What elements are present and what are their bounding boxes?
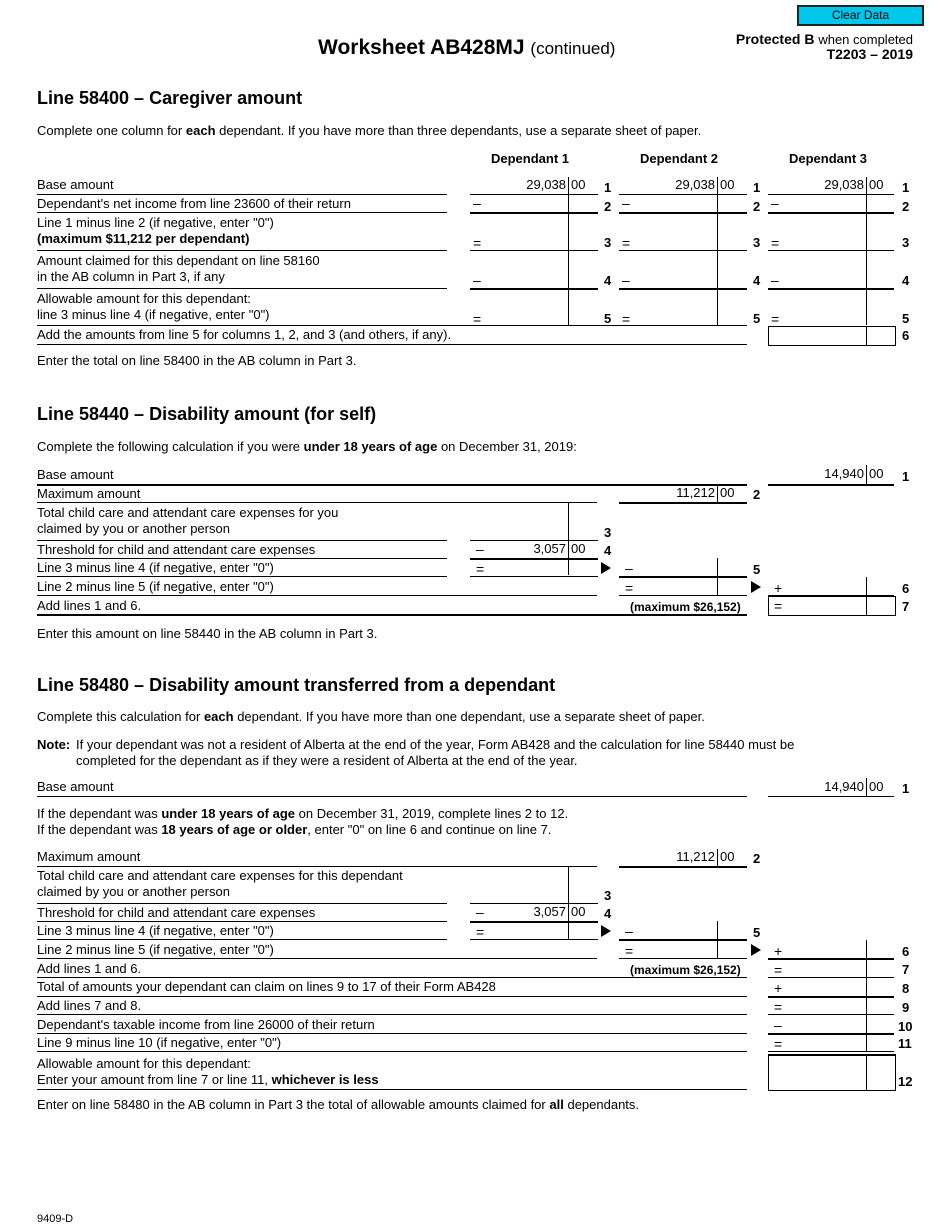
- cents-divider: [866, 778, 867, 796]
- text-bold: 18 years of age or older: [161, 822, 308, 837]
- entry-line: [619, 288, 747, 290]
- line-number: 2: [753, 199, 761, 214]
- text: dependants.: [567, 1097, 640, 1112]
- line-number: 2: [753, 851, 761, 866]
- s3-max-amount: 11,212: [676, 849, 715, 864]
- s3-l9m10-label: Line 9 minus line 10 (if negative, enter "0"): [37, 1035, 282, 1050]
- rule: [37, 1089, 747, 1090]
- label-line: Total child care and attendant care expenses for this dependant: [37, 868, 403, 883]
- s3-childcare-label: [37, 868, 403, 900]
- line-number: 1: [902, 469, 910, 484]
- cents-divider: [717, 177, 718, 325]
- form-number: 9409-D: [37, 1213, 74, 1225]
- label-line: claimed by you or another person: [37, 521, 230, 536]
- cents-divider: [866, 577, 867, 596]
- form-code: T2203 – 2019: [826, 46, 913, 62]
- entry-line: [619, 194, 747, 195]
- rule: [37, 250, 447, 251]
- label-line-bold: (maximum $11,212 per dependant): [37, 231, 250, 246]
- rule: [37, 502, 597, 503]
- section2-intro: [37, 439, 577, 454]
- s3-total-label: Total of amounts your dependant can claim on lines 9 to 17 of their Form AB428: [37, 979, 496, 994]
- rule: [37, 903, 447, 904]
- minus-sign: –: [476, 904, 484, 920]
- s1-base-dep1: 29,038: [526, 177, 566, 192]
- equals-sign: =: [774, 999, 783, 1015]
- rule: [37, 614, 747, 616]
- s3-base-cents: 00: [869, 779, 884, 794]
- entry-line: [470, 212, 598, 214]
- protected-label: [736, 31, 913, 47]
- line-number: 9: [902, 1000, 910, 1015]
- rule: [37, 595, 597, 596]
- s3-base-label: Base amount: [37, 779, 114, 794]
- s2-base-amount: 14,940: [824, 466, 864, 481]
- s3-max-label: Maximum amount: [37, 849, 141, 864]
- entry-line: [619, 502, 747, 504]
- equals-sign: =: [473, 311, 482, 327]
- when-completed: when completed: [818, 32, 913, 47]
- line-number: 1: [902, 781, 910, 796]
- minus-sign: –: [622, 272, 630, 288]
- section3-intro: [37, 709, 705, 724]
- equals-sign: =: [625, 943, 634, 959]
- protected-b: Protected B: [735, 31, 815, 47]
- entry-line: [768, 977, 894, 978]
- line-number: 2: [902, 199, 910, 214]
- clear-data-button[interactable]: Clear Data: [797, 5, 924, 26]
- s3-l3m4-label: Line 3 minus line 4 (if negative, enter "0"): [37, 923, 274, 938]
- s3-max-note: (maximum $26,152): [630, 963, 741, 977]
- s2-total-field[interactable]: [768, 596, 896, 616]
- s1-total-field[interactable]: [768, 326, 896, 346]
- s1-base-dep2-cents: 00: [720, 177, 735, 192]
- line-number: 10: [898, 1019, 913, 1034]
- intro-text: Complete this calculation for: [37, 709, 201, 724]
- line-number: 12: [898, 1074, 913, 1089]
- text: on December 31, 2019, complete lines 2 to 12.: [298, 806, 569, 821]
- line-number: 8: [902, 981, 910, 996]
- page-title: [318, 36, 615, 60]
- intro-bold: each: [203, 709, 234, 724]
- text-bold: all: [549, 1097, 564, 1112]
- plus-sign: +: [774, 943, 783, 959]
- s2-threshold-label: Threshold for child and attendant care expenses: [37, 542, 316, 557]
- s1-base-dep3: 29,038: [824, 177, 864, 192]
- entry-line: [768, 1033, 894, 1035]
- intro-text: dependant. If you have more than three dependants, use a separate sheet of paper.: [219, 123, 702, 138]
- rule: [37, 796, 747, 797]
- entry-line: [768, 796, 894, 797]
- entry-line: [768, 250, 894, 251]
- note-label: Note:: [37, 737, 71, 752]
- line-number: 5: [753, 562, 761, 577]
- s1-net-income-label: Dependant's net income from line 23600 of their return: [37, 196, 351, 211]
- s1-claimed-label: [37, 253, 320, 285]
- entry-line: [768, 194, 894, 195]
- rule: [37, 977, 747, 978]
- line-number: 7: [902, 599, 910, 614]
- line-number: 2: [753, 487, 761, 502]
- s2-max-cents: 00: [720, 485, 735, 500]
- s1-allow-label: [37, 291, 270, 323]
- line-number: 5: [753, 311, 761, 326]
- minus-sign: –: [774, 1017, 782, 1033]
- minus-sign: –: [622, 195, 630, 211]
- intro-bold: each: [185, 123, 216, 138]
- cents-divider: [866, 596, 867, 615]
- s2-max-amount: 11,212: [676, 485, 715, 500]
- line-number: 7: [902, 962, 910, 977]
- rule: [37, 939, 447, 940]
- arrow-icon: [601, 562, 611, 574]
- entry-line: [470, 194, 598, 195]
- line-number: 4: [604, 906, 612, 921]
- label-line: Total child care and attendant care expenses for you: [37, 505, 339, 520]
- rule: [37, 212, 447, 213]
- rule: [37, 996, 747, 997]
- s1-base-label: Base amount: [37, 177, 114, 192]
- cents-divider: [866, 177, 867, 325]
- entry-line: [768, 1051, 894, 1052]
- s3-if-under: [37, 806, 568, 821]
- minus-sign: –: [476, 541, 484, 557]
- plus-sign: +: [774, 580, 783, 596]
- equals-sign: =: [774, 598, 783, 614]
- note-text: If your dependant was not a resident of Alberta at the end of the year, Form AB428 and the calculation for line 58440 must be: [76, 737, 795, 752]
- s2-threshold-cents: 00: [571, 541, 586, 556]
- line-number: 5: [604, 311, 612, 326]
- column-dependant-2: Dependant 2: [640, 151, 719, 166]
- entry-line: [768, 484, 894, 486]
- s3-if-over: [37, 822, 551, 837]
- s3-allowable-field[interactable]: [768, 1054, 896, 1091]
- equals-sign: =: [473, 235, 482, 251]
- line-number: 3: [604, 235, 612, 250]
- minus-sign: –: [771, 272, 779, 288]
- rule: [37, 866, 597, 867]
- entry-line: [768, 212, 894, 214]
- title-rest: (continued): [530, 39, 616, 58]
- s3-base-amount: 14,940: [824, 779, 864, 794]
- minus-sign: –: [625, 560, 633, 576]
- cents-divider: [866, 465, 867, 485]
- minus-sign: –: [625, 923, 633, 939]
- arrow-icon: [601, 925, 611, 937]
- label-line: line 3 minus line 4 (if negative, enter "0"): [37, 307, 270, 322]
- entry-line: [470, 250, 598, 251]
- line-number: 6: [902, 328, 910, 343]
- text: If the dependant was: [37, 822, 158, 837]
- entry-line: [470, 288, 598, 290]
- entry-line: [619, 866, 747, 868]
- line-number: 4: [753, 273, 761, 288]
- entry-line: [619, 939, 747, 941]
- line-number: 6: [902, 944, 910, 959]
- entry-line: [619, 576, 747, 578]
- cents-divider: [717, 485, 718, 502]
- entry-line: [619, 595, 747, 596]
- text: Enter your amount from line 7 or line 11,: [37, 1072, 268, 1087]
- line-number: 1: [604, 180, 612, 195]
- label-line: Line 1 minus line 2 (if negative, enter "0"): [37, 215, 274, 230]
- section3-title: Line 58480 – Disability amount transferred from a dependant: [37, 675, 556, 695]
- entry-line: [470, 558, 598, 560]
- section1-title: Line 58400 – Caregiver amount: [37, 88, 303, 108]
- rule: [37, 288, 447, 289]
- equals-sign: =: [476, 561, 485, 577]
- s2-max-label: Maximum amount: [37, 486, 141, 501]
- rule: [37, 1014, 747, 1015]
- cents-divider: [568, 177, 569, 325]
- s3-add78-label: Add lines 7 and 8.: [37, 998, 142, 1013]
- line-number: 3: [604, 888, 612, 903]
- s3-max-cents: 00: [720, 849, 735, 864]
- note-text: completed for the dependant as if they were a resident of Alberta at the end of the year.: [76, 753, 578, 768]
- line-number: 6: [902, 581, 910, 596]
- text: , enter "0" on line 6 and continue on line 7.: [307, 822, 552, 837]
- rule: [37, 540, 447, 541]
- s1-base-dep2: 29,038: [675, 177, 715, 192]
- line-number: 5: [902, 311, 910, 326]
- entry-line: [768, 996, 894, 998]
- text-bold: under 18 years of age: [161, 806, 295, 821]
- arrow-icon: [751, 944, 761, 956]
- s2-base-label: Base amount: [37, 467, 114, 482]
- label-line: Allowable amount for this dependant:: [37, 1056, 251, 1071]
- line-number: 3: [902, 235, 910, 250]
- cents-divider: [717, 849, 718, 866]
- s3-allow-label: [37, 1056, 379, 1088]
- s2-threshold-amount: 3,057: [533, 541, 566, 556]
- s3-add16-label: Add lines 1 and 6.: [37, 961, 142, 976]
- entry-line: [470, 325, 598, 326]
- line-number: 3: [753, 235, 761, 250]
- rule: [37, 325, 747, 326]
- s3-taxable-label: Dependant's taxable income from line 26000 of their return: [37, 1017, 375, 1032]
- s2-childcare-label: [37, 505, 338, 537]
- line-number: 1: [902, 180, 910, 195]
- s2-l3m4-label: Line 3 minus line 4 (if negative, enter "0"): [37, 560, 274, 575]
- s2-l2m5-label: Line 2 minus line 5 (if negative, enter "0"): [37, 579, 274, 594]
- s3-threshold-cents: 00: [571, 904, 586, 919]
- arrow-icon: [751, 581, 761, 593]
- s3-l2m5-label: Line 2 minus line 5 (if negative, enter "0"): [37, 942, 274, 957]
- rule: [37, 194, 447, 195]
- entry-line: [619, 250, 747, 251]
- s1-add-label: Add the amounts from line 5 for columns 1, 2, and 3 (and others, if any).: [37, 327, 452, 342]
- label-line: Amount claimed for this dependant on line 58160: [37, 253, 320, 268]
- equals-sign: =: [622, 235, 631, 251]
- cents-divider: [568, 503, 569, 575]
- equals-sign: =: [774, 962, 783, 978]
- rule: [37, 1033, 747, 1034]
- equals-sign: =: [771, 311, 780, 327]
- rule: [37, 344, 747, 345]
- line-number: 11: [898, 1036, 912, 1051]
- plus-sign: +: [774, 980, 783, 996]
- intro-bold: under 18 years of age: [303, 439, 438, 454]
- minus-sign: –: [473, 272, 481, 288]
- line-number: 4: [604, 543, 612, 558]
- minus-sign: –: [771, 195, 779, 211]
- entry-line: [470, 939, 598, 940]
- column-dependant-1: Dependant 1: [491, 151, 570, 166]
- line-number: 1: [753, 180, 761, 195]
- rule: [37, 958, 597, 959]
- s3-threshold-label: Threshold for child and attendant care expenses: [37, 905, 316, 920]
- section3-footer: [37, 1097, 639, 1112]
- rule: [37, 921, 447, 922]
- s2-base-cents: 00: [869, 466, 884, 481]
- minus-sign: –: [473, 195, 481, 211]
- equals-sign: =: [622, 311, 631, 327]
- s3-threshold-amount: 3,057: [533, 904, 566, 919]
- entry-line: [768, 958, 894, 960]
- line-number: 2: [604, 199, 612, 214]
- equals-sign: =: [476, 924, 485, 940]
- line-number: 4: [604, 273, 612, 288]
- intro-text: Complete the following calculation if you were: [37, 439, 301, 454]
- equals-sign: =: [625, 580, 634, 596]
- section1-intro: [37, 123, 701, 138]
- label-line: [37, 1072, 379, 1088]
- entry-line: [470, 921, 598, 923]
- s2-max-note: (maximum $26,152): [630, 600, 741, 614]
- intro-text: on December 31, 2019:: [440, 439, 577, 454]
- column-dependant-3: Dependant 3: [789, 151, 868, 166]
- entry-line: [619, 958, 747, 959]
- text: Enter on line 58480 in the AB column in Part 3 the total of allowable amounts claimed for: [37, 1097, 546, 1112]
- label-line: Allowable amount for this dependant:: [37, 291, 251, 306]
- intro-text: Complete one column for: [37, 123, 183, 138]
- rule: [37, 576, 447, 577]
- title-bold: Worksheet AB428MJ: [318, 36, 525, 59]
- entry-line: [619, 212, 747, 214]
- line-number: 4: [902, 273, 910, 288]
- entry-line: [470, 576, 598, 577]
- label-line: claimed by you or another person: [37, 884, 230, 899]
- equals-sign: =: [771, 235, 780, 251]
- text: If the dependant was: [37, 806, 158, 821]
- intro-text: dependant. If you have more than one dependant, use a separate sheet of paper.: [237, 709, 705, 724]
- entry-line: [768, 1014, 894, 1015]
- s2-add-label: Add lines 1 and 6.: [37, 598, 142, 613]
- section2-title: Line 58440 – Disability amount (for self): [37, 404, 377, 424]
- cents-divider: [866, 326, 867, 345]
- s1-base-dep1-cents: 00: [571, 177, 586, 192]
- text-bold: whichever is less: [271, 1072, 379, 1087]
- section2-footer: Enter this amount on line 58440 in the AB column in Part 3.: [37, 626, 378, 641]
- rule: [37, 1051, 747, 1052]
- s1-base-dep3-cents: 00: [869, 177, 884, 192]
- line-number: 5: [753, 925, 761, 940]
- rule: [37, 558, 447, 559]
- s1-minus-label: [37, 215, 274, 247]
- entry-line: [768, 288, 894, 290]
- label-line: in the AB column in Part 3, if any: [37, 269, 225, 284]
- line-number: 3: [604, 525, 612, 540]
- section1-footer: Enter the total on line 58400 in the AB column in Part 3.: [37, 353, 357, 368]
- cents-divider: [866, 1054, 867, 1090]
- equals-sign: =: [774, 1036, 783, 1052]
